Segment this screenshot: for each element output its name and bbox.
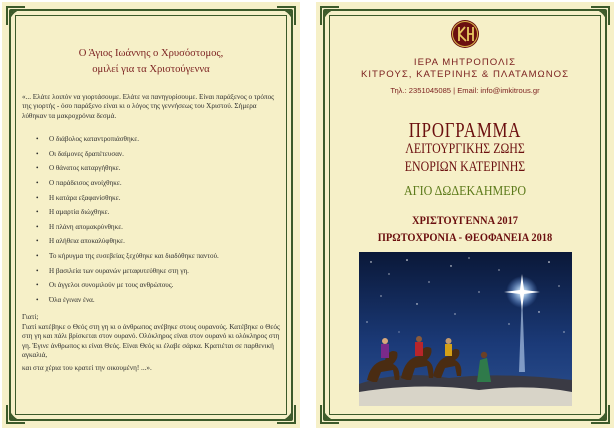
verse-list-item: • Η κατάρα εξαφανίσθηκε. [36, 191, 280, 206]
ihk-monogram-icon [450, 19, 480, 49]
right-page [316, 2, 614, 428]
homily-title [22, 46, 280, 78]
conclusion-text: Γιατί κατέβηκε ο Θεός στη γη κι ο άνθρωπος ανέβηκε στους ουρανούς. Κατέβηκε ο Θεός στη γη και πάλι βρίσκεται στον ουρανό. Ολόκληρος είναι στον ουρανό κι ολόκληρος στη γη. Έγινε άνθρωπος κι είναι Θεός. Είναι Θεός κι έλαβε σάρκα. Κρατιέται σε παρθενική αγκαλιά, [22, 322, 280, 359]
homily-title-line2: ομιλεί για τα Χριστούγεννα [92, 64, 210, 75]
corner-ornament-icon [319, 5, 341, 27]
verse-list-item: • Οι άγγελοι συνομιλούν με τους ανθρώπους. [36, 278, 280, 293]
closing-text: και στα χέρια του κρατεί την οικουμένη! ...». [22, 364, 152, 373]
dodekaimero-heading: ΑΓΙΟ ΔΩΔΕΚΑΗΜΕΡΟ [403, 184, 527, 199]
verse-list-item: • Η πλάνη απομακρύνθηκε. [36, 220, 280, 235]
verse-list-item: • Η αμαρτία διώχθηκε. [36, 205, 280, 220]
homily-intro: «... Ελάτε λοιπόν να γιορτάσουμε. Ελάτε να πανηγυρίσουμε. Είναι παράξενος ο τρόπος της γιορτής - όσο παράξενο είναι κι ο λόγος της γεννήσεως του Χριστού. Σήμερα λύθηκαν τα μακροχρόνια δεσμά. [22, 93, 275, 120]
verse-list-item: • Όλα έγιναν ένα. [36, 293, 280, 308]
magi-star-illustration [359, 252, 572, 406]
verse-list-item: • Οι δαίμονες δραπέτευσαν. [36, 147, 280, 162]
verse-list-item: • Ο θάνατος καταργήθηκε. [36, 161, 280, 176]
corner-ornament-icon [589, 403, 611, 425]
contact-info: Τηλ.: 2351045085 | Email: info@imkitrous.gr [390, 86, 540, 95]
verse-list-item: • Το κήρυγμα της ευσεβείας ξεχύθηκε και διαδόθηκε παντού. [36, 249, 280, 264]
program-title: ΠΡΟΓΡΑΜΜΑ [408, 118, 522, 142]
metropolis-name-line1: ΙΕΡΑ ΜΗΤΡΟΠΟΛΙΣ [413, 57, 517, 68]
homily-conclusion [22, 313, 280, 373]
verse-list-item: • Η βασιλεία των ουρανών μεταφυτεύθηκε στη γη. [36, 264, 280, 279]
corner-ornament-icon [589, 5, 611, 27]
homily-title-line1: Ο Άγιος Ιωάννης ο Χρυσόστομος, [78, 48, 224, 59]
verse-list [22, 132, 280, 307]
left-page [2, 2, 300, 428]
newyear-epiphany-heading: ΠΡΩΤΟΧΡΟΝΙΑ - ΘΕΟΦΑΝΕΙΑ 2018 [377, 231, 553, 244]
corner-ornament-icon [319, 403, 341, 425]
christmas-heading: ΧΡΙΣΤΟΥΓΕΝΝΑ 2017 [411, 214, 519, 227]
conclusion-lead: Γιατί; [22, 313, 39, 322]
program-subtitle-line1: ΛΕΙΤΟΥΡΓΙΚΗΣ ΖΩΗΣ [405, 141, 525, 157]
program-subtitle-line2: ΕΝΟΡΙΩΝ ΚΑΤΕΡΙΝΗΣ [404, 159, 526, 175]
verse-list-item: • Ο παράδεισος ανοίχθηκε. [36, 176, 280, 191]
homily-content [22, 20, 280, 410]
metropolis-name-line2: ΚΙΤΡΟΥΣ, ΚΑΤΕΡΙΝΗΣ & ΠΛΑΤΑΜΩΝΟΣ [360, 69, 570, 80]
verse-list-item: • Η αλήθεια αποκαλύφθηκε. [36, 234, 280, 249]
verse-list-item: • Ο διάβολος καταντροπιάσθηκε. [36, 132, 280, 147]
